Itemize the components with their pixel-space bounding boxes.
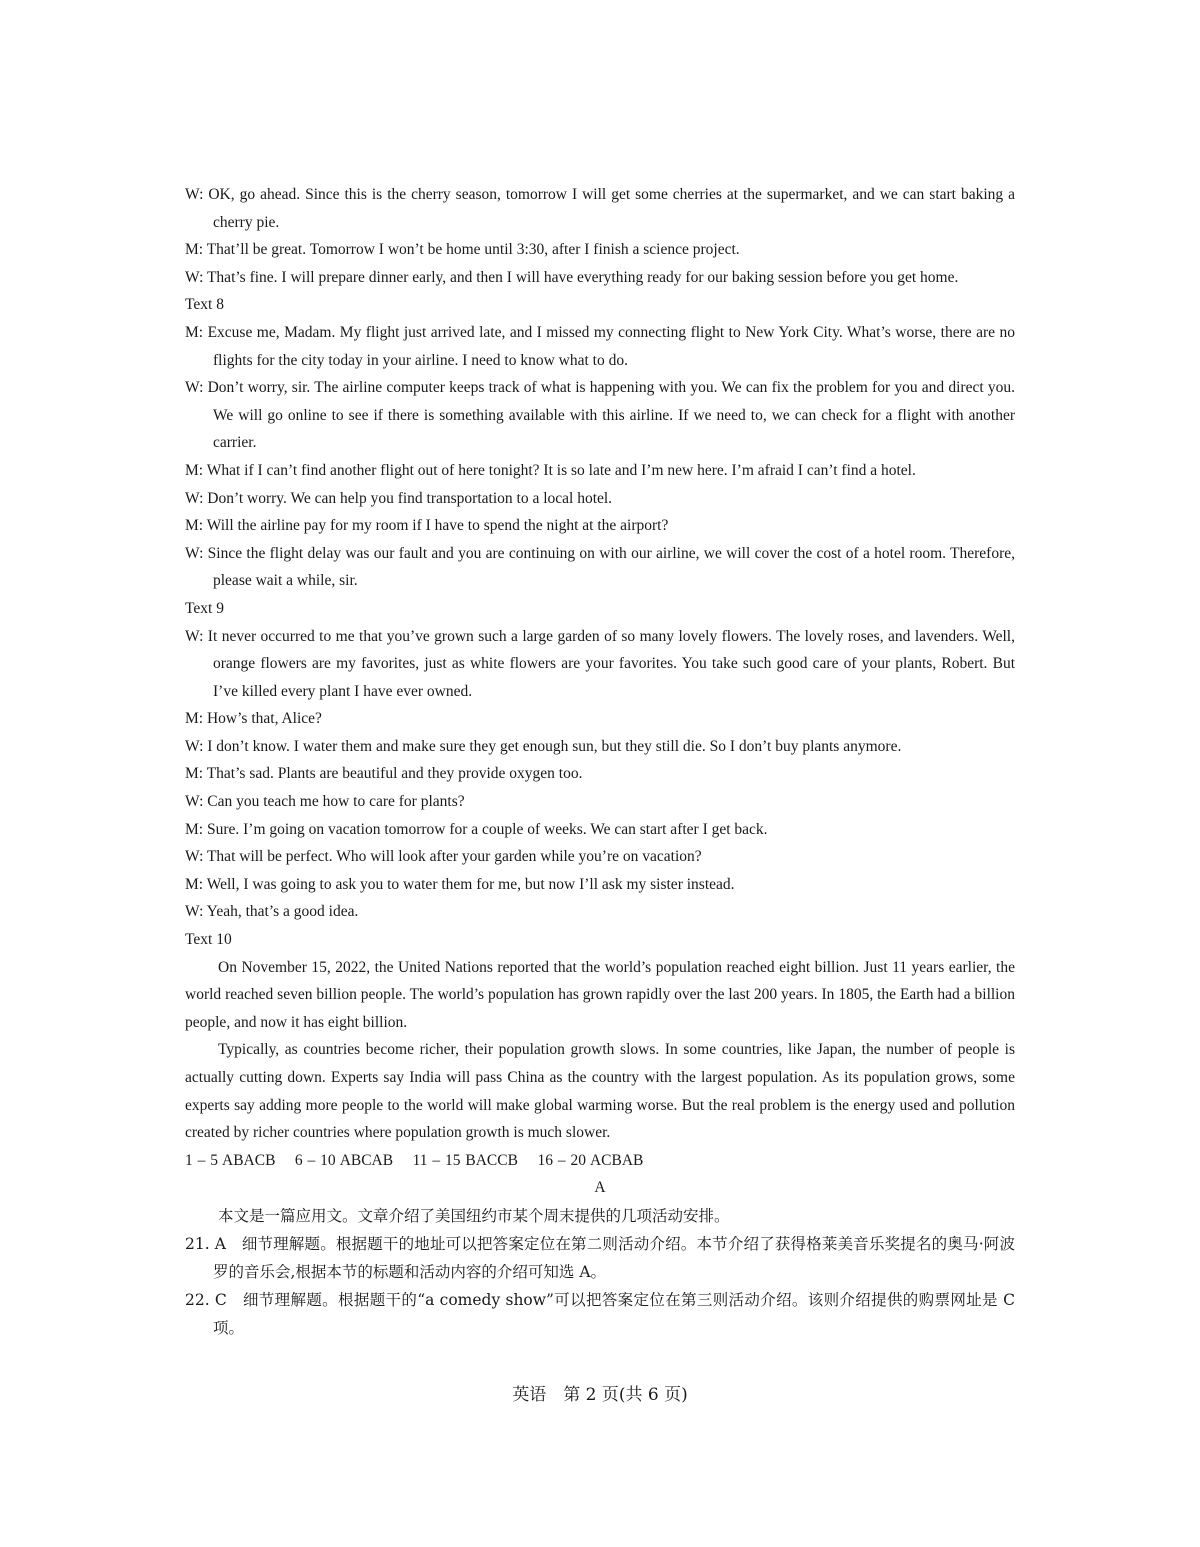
dialogue-line: W: Can you teach me how to care for plants? bbox=[185, 793, 465, 811]
text10-paragraph: On November 15, 2022, the United Nations reported that the world’s population reached eight billion. Just 11 years earlier, the world reached seven billion people. The world’s population has grown rapidly over the last 200 years. In 1805, the Earth had a billion people, and now it has eight billion. bbox=[185, 958, 1015, 1031]
dialogue-line: W: Yeah, that’s a good idea. bbox=[185, 903, 359, 921]
dialogue-line: M: What if I can’t find another flight out of here tonight? It is so late and I’m new here. I’m afraid I can’t find a hotel. bbox=[185, 461, 916, 479]
dialogue-line: M: That’ll be great. Tomorrow I won’t be home until 3:30, after I finish a science project. bbox=[185, 241, 740, 259]
dialogue-line: M: Well, I was going to ask you to water them for me, but now I’ll ask my sister instead. bbox=[185, 875, 735, 893]
dialogue-line: W: Don’t worry. We can help you find transportation to a local hotel. bbox=[185, 489, 613, 507]
answer-key: 1 – 5 ABACB 6 – 10 ABCAB 11 – 15 BACCB 16 – 20 ACBAB bbox=[185, 1151, 644, 1169]
dialogue-line: M: Will the airline pay for my room if I have to spend the night at the airport? bbox=[185, 517, 669, 535]
dialogue-line: M: That’s sad. Plants are beautiful and they provide oxygen too. bbox=[185, 765, 583, 783]
page-footer: 英语 第 2 页(共 6 页) bbox=[512, 1385, 688, 1405]
dialogue-line: M: How’s that, Alice? bbox=[185, 710, 322, 728]
dialogue-line: M: Excuse me, Madam. My flight just arrived late, and I missed my connecting flight to New York City. What’s worse, there are no flights for the city today in your airline. I need to know what to do. bbox=[185, 323, 1015, 369]
text9-heading: Text 9 bbox=[185, 599, 224, 617]
dialogue-line: W: Don’t worry, sir. The airline computer keeps track of what is happening with you. We can fix the problem for you and direct you. We will go online to see if there is something available with this airline. If we need to, we can check for a flight with another carrier. bbox=[185, 379, 1016, 452]
text8-heading: Text 8 bbox=[185, 296, 224, 314]
explanation-item: 22. C 细节理解题。根据题干的“a comedy show”可以把答案定位在第三则活动介绍。该则介绍提供的购票网址是 C 项。 bbox=[185, 1290, 1015, 1337]
page-content bbox=[185, 181, 1015, 1342]
dialogue-line: W: Since the flight delay was our fault and you are continuing on with our airline, we will cover the cost of a hotel room. Therefore, please wait a while, sir. bbox=[185, 544, 1016, 590]
text10-paragraph: Typically, as countries become richer, their population growth slows. In some countries, like Japan, the number of people is actually cutting down. Experts say India will pass China as the country with the largest population. As its population grows, some experts say adding more people to the world will make global warming worse. But the real problem is the energy used and pollution created by richer countries where population growth is much slower. bbox=[185, 1041, 1015, 1142]
text10-heading: Text 10 bbox=[185, 931, 232, 949]
dialogue-line: W: OK, go ahead. Since this is the cherry season, tomorrow I will get some cherries at the supermarket, and we can start baking a cherry pie. bbox=[185, 186, 1015, 231]
dialogue-line: W: That’s fine. I will prepare dinner early, and then I will have everything ready for our baking session before you get home. bbox=[185, 268, 959, 286]
dialogue-line: W: I don’t know. I water them and make sure they get enough sun, but they still die. So I don’t buy plants anymore. bbox=[185, 737, 902, 755]
dialogue-line: W: It never occurred to me that you’ve grown such a large garden of so many lovely flowers. The lovely roses, and lavenders. Well, orange flowers are my favorites, just as white flowers are your favorites. You take such good care of your plants, Robert. But I’ve killed every plant I have ever owned. bbox=[185, 627, 1015, 700]
section-a-intro: 本文是一篇应用文。文章介绍了美国纽约市某个周末提供的几项活动安排。 bbox=[218, 1206, 730, 1225]
dialogue-line: M: Sure. I’m going on vacation tomorrow for a couple of weeks. We can start after I get back. bbox=[185, 820, 768, 838]
dialogue-line: W: That will be perfect. Who will look after your garden while you’re on vacation? bbox=[185, 848, 702, 866]
section-a-label: A bbox=[594, 1179, 606, 1197]
explanation-item: 21. A 细节理解题。根据题干的地址可以把答案定位在第二则活动介绍。本节介绍了获得格莱美音乐奖提名的奥马·阿波罗的音乐会,根据本节的标题和活动内容的介绍可知选 A。 bbox=[185, 1234, 1015, 1281]
